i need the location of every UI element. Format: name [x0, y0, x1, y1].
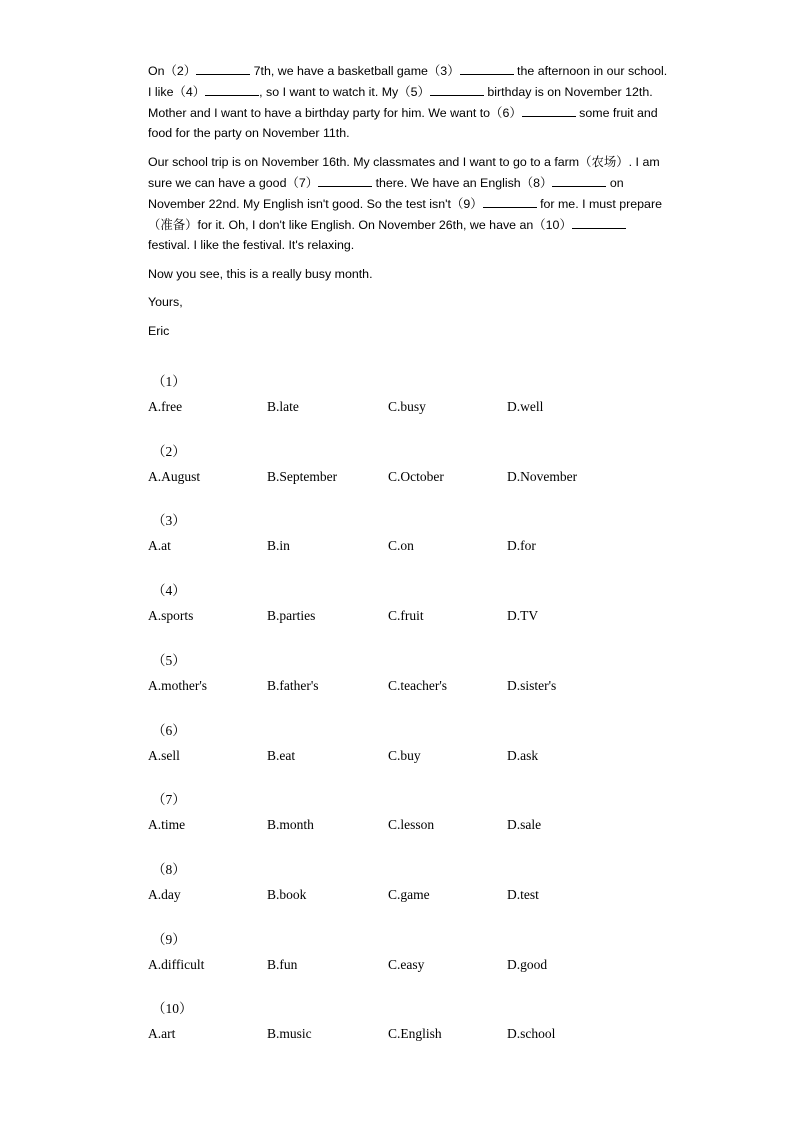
question-number: （3）	[152, 513, 186, 529]
option-d: D.school	[507, 1026, 556, 1042]
question-number: （1）	[152, 374, 186, 389]
option-a: A.day	[148, 886, 181, 902]
option-d: D.sister's	[507, 677, 557, 693]
option-c: C.buy	[388, 747, 421, 763]
option-a: A.sports	[148, 608, 194, 624]
option-c: C.fruit	[388, 608, 424, 624]
option-b: B.parties	[267, 608, 316, 624]
paragraph-3: Now you see, this is a really busy month.	[148, 267, 373, 282]
paragraph-1: On（2） 7th, we have a basketball game（3） the afternoon in our school. I like（4） , so I want to watch it. My（5） birthday is on November 12th. Mother and I want to have a birthday party for him. We want to（6） some fruit and food for the party on November 11th.	[148, 64, 668, 141]
option-a: A.at	[148, 538, 171, 554]
closing: Yours,	[148, 295, 183, 309]
option-b: B.in	[267, 538, 290, 554]
option-b: B.music	[267, 1026, 312, 1042]
option-b: B.eat	[267, 747, 296, 763]
blank-7	[318, 174, 372, 187]
option-c: C.easy	[388, 956, 425, 972]
question-number: （5）	[152, 652, 186, 668]
option-b: B.fun	[267, 956, 298, 972]
passage	[148, 61, 668, 293]
option-a: A.art	[148, 1026, 176, 1042]
option-a: A.free	[148, 399, 183, 414]
signature: Eric	[148, 324, 170, 338]
blank-4	[205, 83, 259, 96]
option-a: A.time	[148, 817, 186, 833]
blank-10	[572, 216, 626, 229]
option-d: D.TV	[507, 608, 539, 624]
option-c: C.October	[388, 468, 444, 484]
option-a: A.August	[148, 468, 201, 484]
question-number: （9）	[152, 931, 186, 947]
question-number: （6）	[152, 722, 186, 738]
option-c: C.on	[388, 538, 414, 554]
question-number: （7）	[152, 792, 186, 808]
blank-9	[483, 195, 537, 208]
option-d: D.well	[507, 399, 544, 414]
question-number: （10）	[152, 1001, 193, 1017]
option-b: B.month	[267, 817, 314, 833]
option-c: C.lesson	[388, 817, 435, 833]
option-a: A.difficult	[148, 956, 205, 972]
blank-3	[460, 62, 514, 75]
question-number: （8）	[152, 861, 186, 877]
paragraph-2: Our school trip is on November 16th. My classmates and I want to go to a farm（农场）. I am sure we can have a good（7） there. We have an English（8） on November 22nd. My English isn't good. So the test isn't（9） for me. I must prepare（准备）for it. Oh, I don't like English. On November 26th, we have an（10） festival. I like the festival. It's relaxing.	[148, 155, 662, 253]
option-b: B.book	[267, 886, 307, 902]
option-d: D.good	[507, 956, 548, 972]
option-d: D.ask	[507, 747, 539, 763]
option-d: D.test	[507, 886, 539, 902]
option-a: A.mother's	[148, 677, 208, 693]
option-c: C.teacher's	[388, 677, 448, 693]
question-number: （4）	[152, 583, 186, 599]
option-d: D.sale	[507, 817, 542, 833]
blank-6	[522, 104, 576, 117]
blank-2	[196, 62, 250, 75]
option-d: D.for	[507, 538, 536, 554]
blank-8	[552, 174, 606, 187]
question-number: （2）	[152, 443, 186, 459]
option-c: C.busy	[388, 399, 426, 414]
option-a: A.sell	[148, 747, 180, 763]
option-b: B.September	[267, 468, 338, 484]
option-d: D.November	[507, 468, 578, 484]
option-c: C.game	[388, 886, 430, 902]
blank-5	[430, 83, 484, 96]
option-c: C.English	[388, 1026, 442, 1042]
option-b: B.father's	[267, 677, 319, 693]
option-b: B.late	[267, 399, 299, 414]
